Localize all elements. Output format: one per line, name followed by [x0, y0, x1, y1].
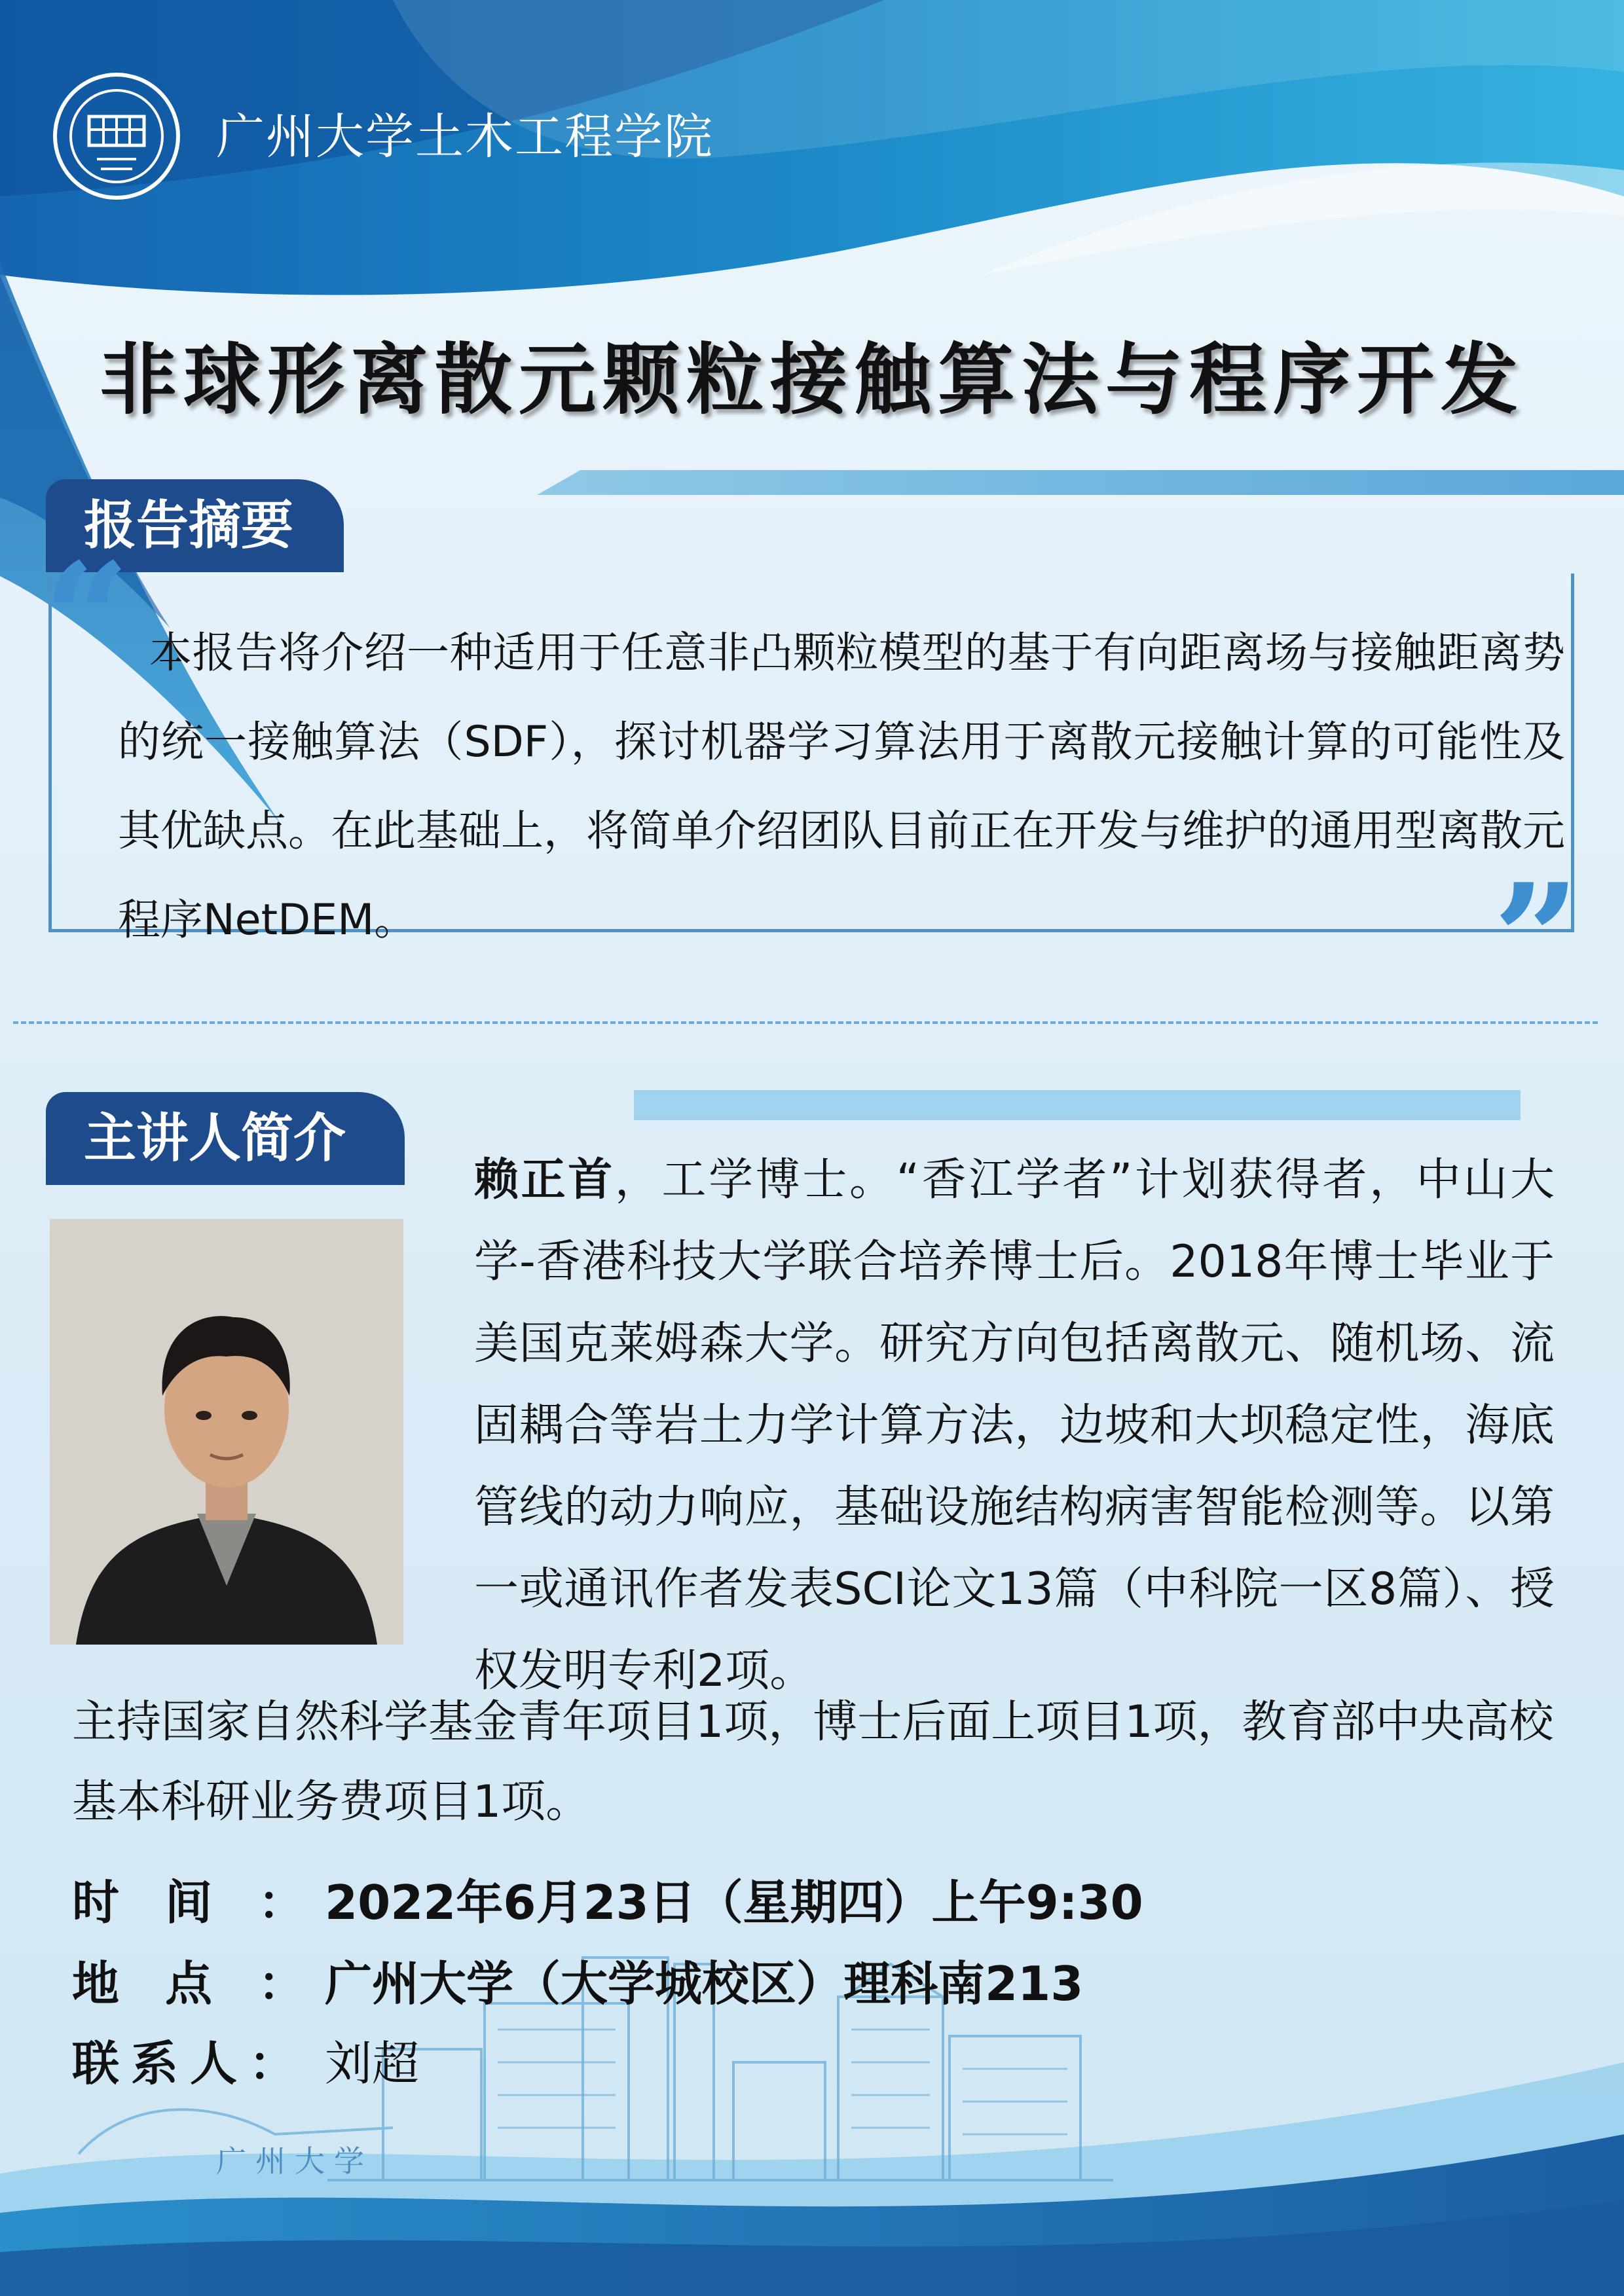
- speaker-heading: 主讲人简介: [46, 1092, 405, 1185]
- decorative-bar: [537, 470, 1624, 495]
- speaker-bio-intro: ，工学博士。“香江学者”计划获得者，中山大学-香港科技大学联合培养博士后。2018年博士毕业于美国克莱姆森大学。研究方向包括离散元、随机场、流固耦合等岩土力学计算方法，边坡和大坝稳定性，海底管线的动力响应，基础设施结构病害智能检测等。以第一或通讯作者发表SCI论文13篇（中科院一区8篇）、授权发明专利2项。: [474, 1154, 1555, 1697]
- place-value: 广州大学（大学城校区）理科南213: [325, 1956, 1084, 2011]
- speaker-name: 赖正首: [474, 1154, 615, 1206]
- contact-label: 联系人：: [72, 2036, 308, 2091]
- speaker-bio: [474, 1139, 1555, 1712]
- abstract-text: 本报告将介绍一种适用于任意非凸颗粒模型的基于有向距离场与接触距离势的统一接触算法（SDF），探讨机器学习算法用于离散元接触计算的可能性及其优缺点。在此基础上，将简单介绍团队目前正在开发与维护的通用型离散元程序NetDEM。: [118, 629, 1566, 945]
- campus-sign: 广州大学: [216, 2143, 373, 2179]
- speaker-bio-continued: 主持国家自然科学基金青年项目1项，博士后面上项目1项，教育部中央高校基本科研业务费项目1项。: [72, 1696, 1554, 1828]
- college-logo-icon: [51, 71, 182, 202]
- abstract-heading: 报告摘要: [46, 479, 344, 572]
- college-name: 广州大学土木工程学院: [216, 109, 714, 165]
- time-value: 2022年6月23日（星期四）上午9:30: [325, 1875, 1143, 1930]
- contact-value: 刘超: [325, 2036, 420, 2091]
- section-divider: [13, 1021, 1598, 1024]
- close-quote-icon: ”: [1493, 851, 1580, 1028]
- decorative-bar: [634, 1090, 1521, 1120]
- lecture-title: 非球形离散元颗粒接触算法与程序开发: [99, 335, 1524, 425]
- open-quote-icon: “: [43, 530, 130, 707]
- time-label: 时间：: [72, 1875, 352, 1930]
- place-label: 地点：: [72, 1956, 352, 2011]
- speaker-photo: [50, 1219, 403, 1645]
